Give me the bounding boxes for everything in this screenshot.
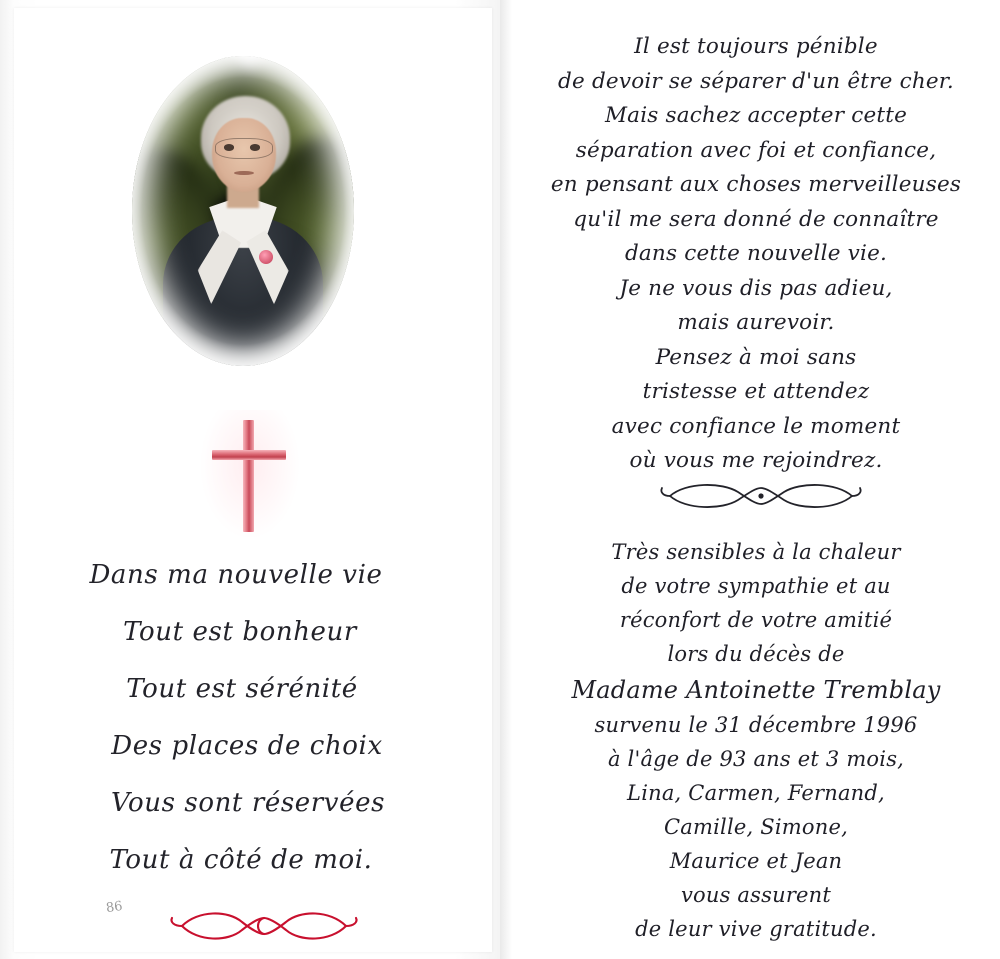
verse-line: mais aurevoir. [677,310,835,335]
poem-line: Tout est sérénité [126,674,358,704]
tribute-line: réconfort de votre amitié [619,608,893,632]
left-page-surface [14,8,492,952]
pencil-annotation: 86 [105,898,124,917]
verse-line: tristesse et attendez [642,379,870,404]
verse-line: de devoir se séparer d'un être cher. [558,68,954,94]
flourish-red-ornament [164,906,364,946]
portrait-oval-frame [132,56,354,366]
verse-line: où vous me rejoindrez. [629,448,883,473]
tribute-line: Maurice et Jean [669,849,843,873]
verse-line: séparation avec foi et confiance, [575,137,937,163]
tribute-line: de votre sympathie et au [621,574,891,598]
poem-block [14,560,492,902]
memorial-card-right-page [512,0,1000,959]
tribute-line: survenu le 31 décembre 1996 [594,713,918,737]
tribute-line: Très sensibles à la chaleur [611,540,901,564]
deceased-name: Madame Antoinette Tremblay [571,676,941,704]
verse-line: avec confiance le moment [611,413,901,439]
portrait-photo [132,56,354,366]
tribute-line: lors du décès de [667,642,845,666]
tribute-line: à l'âge de 93 ans et 3 mois, [607,747,905,771]
verse-line: en pensant aux choses merveilleuses [550,172,962,197]
cross-vertical-beam [243,420,254,532]
verse-block [512,36,1000,485]
portrait-brooch [259,250,273,264]
portrait-mouth [234,171,254,175]
verse-line: dans cette nouvelle vie. [624,241,888,266]
page-gutter [500,0,512,959]
cross-icon [210,420,290,532]
portrait-eye-right [250,144,260,150]
cross-horizontal-beam [212,450,286,460]
tribute-line: vous assurent [680,883,832,907]
tribute-block [512,542,1000,953]
tribute-line: Camille, Simone, [664,815,848,839]
verse-line: qu'il me sera donné de connaître [573,206,939,232]
verse-line: Je ne vous dis pas adieu, [619,275,893,301]
poem-line: Des places de choix [111,731,383,761]
tribute-line: Lina, Carmen, Fernand, [627,781,885,805]
tribute-line: de leur vive gratitude. [635,917,877,941]
verse-line: Pensez à moi sans [655,344,857,370]
portrait-eye-left [224,144,234,150]
poem-line: Tout est bonheur [123,617,357,647]
verse-line: Mais sachez accepter cette [604,103,908,128]
poem-line: Vous sont réservées [110,788,386,818]
right-page-surface [512,0,1000,959]
verse-line: Il est toujours pénible [634,34,878,59]
flourish-divider-ornament [656,478,866,514]
poem-line: Tout à côté de moi. [109,845,373,875]
poem-line: Dans ma nouvelle vie [89,560,383,590]
